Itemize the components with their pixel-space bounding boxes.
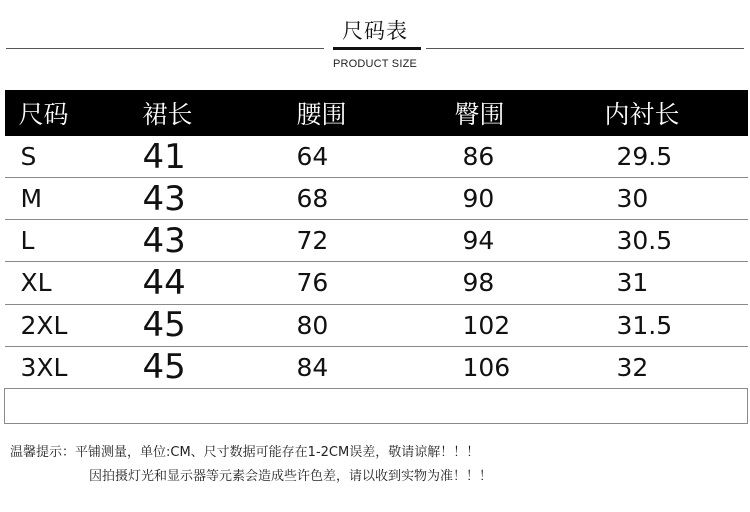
column-header-size: 尺码 bbox=[5, 90, 139, 136]
cell-lining-length: 29.5 bbox=[591, 136, 748, 178]
column-header-lining-length: 内衬长 bbox=[591, 90, 748, 136]
page-title: 尺码表 bbox=[342, 19, 408, 43]
table-row bbox=[5, 346, 748, 388]
cell-lining-length: 30 bbox=[591, 178, 748, 220]
empty-cell bbox=[591, 388, 748, 423]
cell-waist: 64 bbox=[283, 136, 441, 178]
column-header-waist: 腰围 bbox=[283, 90, 441, 136]
column-header-hip: 臀围 bbox=[441, 90, 591, 136]
page-subtitle: PRODUCT SIZE bbox=[332, 58, 418, 70]
cell-hip: 86 bbox=[441, 136, 591, 178]
cell-lining-length: 31 bbox=[591, 262, 748, 304]
cell-hip: 90 bbox=[441, 178, 591, 220]
cell-size: XL bbox=[5, 262, 139, 304]
table-header-row bbox=[5, 90, 748, 136]
cell-waist: 68 bbox=[283, 178, 441, 220]
cell-hip: 102 bbox=[441, 304, 591, 346]
cell-waist: 80 bbox=[283, 304, 441, 346]
table-row bbox=[5, 262, 748, 304]
cell-waist: 72 bbox=[283, 220, 441, 262]
cell-lining-length: 30.5 bbox=[591, 220, 748, 262]
page-header bbox=[0, 0, 750, 80]
cell-skirt-length: 45 bbox=[139, 346, 283, 388]
cell-skirt-length: 44 bbox=[139, 262, 283, 304]
cell-skirt-length: 45 bbox=[139, 304, 283, 346]
cell-size: S bbox=[5, 136, 139, 178]
cell-lining-length: 31.5 bbox=[591, 304, 748, 346]
size-table bbox=[4, 90, 748, 424]
cell-skirt-length: 43 bbox=[139, 178, 283, 220]
table-row bbox=[5, 136, 748, 178]
table-row bbox=[5, 304, 748, 346]
title-underline bbox=[333, 47, 421, 50]
cell-size: L bbox=[5, 220, 139, 262]
empty-cell bbox=[283, 388, 441, 423]
cell-hip: 98 bbox=[441, 262, 591, 304]
color-note: 因拍摄灯光和显示器等元素会造成些许色差，请以收到实物为准！！！ bbox=[89, 469, 493, 484]
measurement-note: 温馨提示：平铺测量，单位:CM、尺寸数据可能存在1-2CM误差，敬请谅解！！！ bbox=[10, 445, 480, 460]
cell-hip: 94 bbox=[441, 220, 591, 262]
header-rule-right bbox=[426, 48, 744, 49]
table-row bbox=[5, 220, 748, 262]
cell-size: 3XL bbox=[5, 346, 139, 388]
empty-cell bbox=[441, 388, 591, 423]
empty-cell bbox=[5, 388, 139, 423]
column-header-skirt-length: 裙长 bbox=[139, 90, 283, 136]
empty-cell bbox=[139, 388, 283, 423]
cell-size: 2XL bbox=[5, 304, 139, 346]
cell-size: M bbox=[5, 178, 139, 220]
cell-waist: 84 bbox=[283, 346, 441, 388]
cell-waist: 76 bbox=[283, 262, 441, 304]
cell-skirt-length: 41 bbox=[139, 136, 283, 178]
table-row bbox=[5, 178, 748, 220]
cell-skirt-length: 43 bbox=[139, 220, 283, 262]
table-empty-row bbox=[5, 388, 748, 423]
cell-lining-length: 32 bbox=[591, 346, 748, 388]
header-rule-left bbox=[6, 48, 324, 49]
cell-hip: 106 bbox=[441, 346, 591, 388]
